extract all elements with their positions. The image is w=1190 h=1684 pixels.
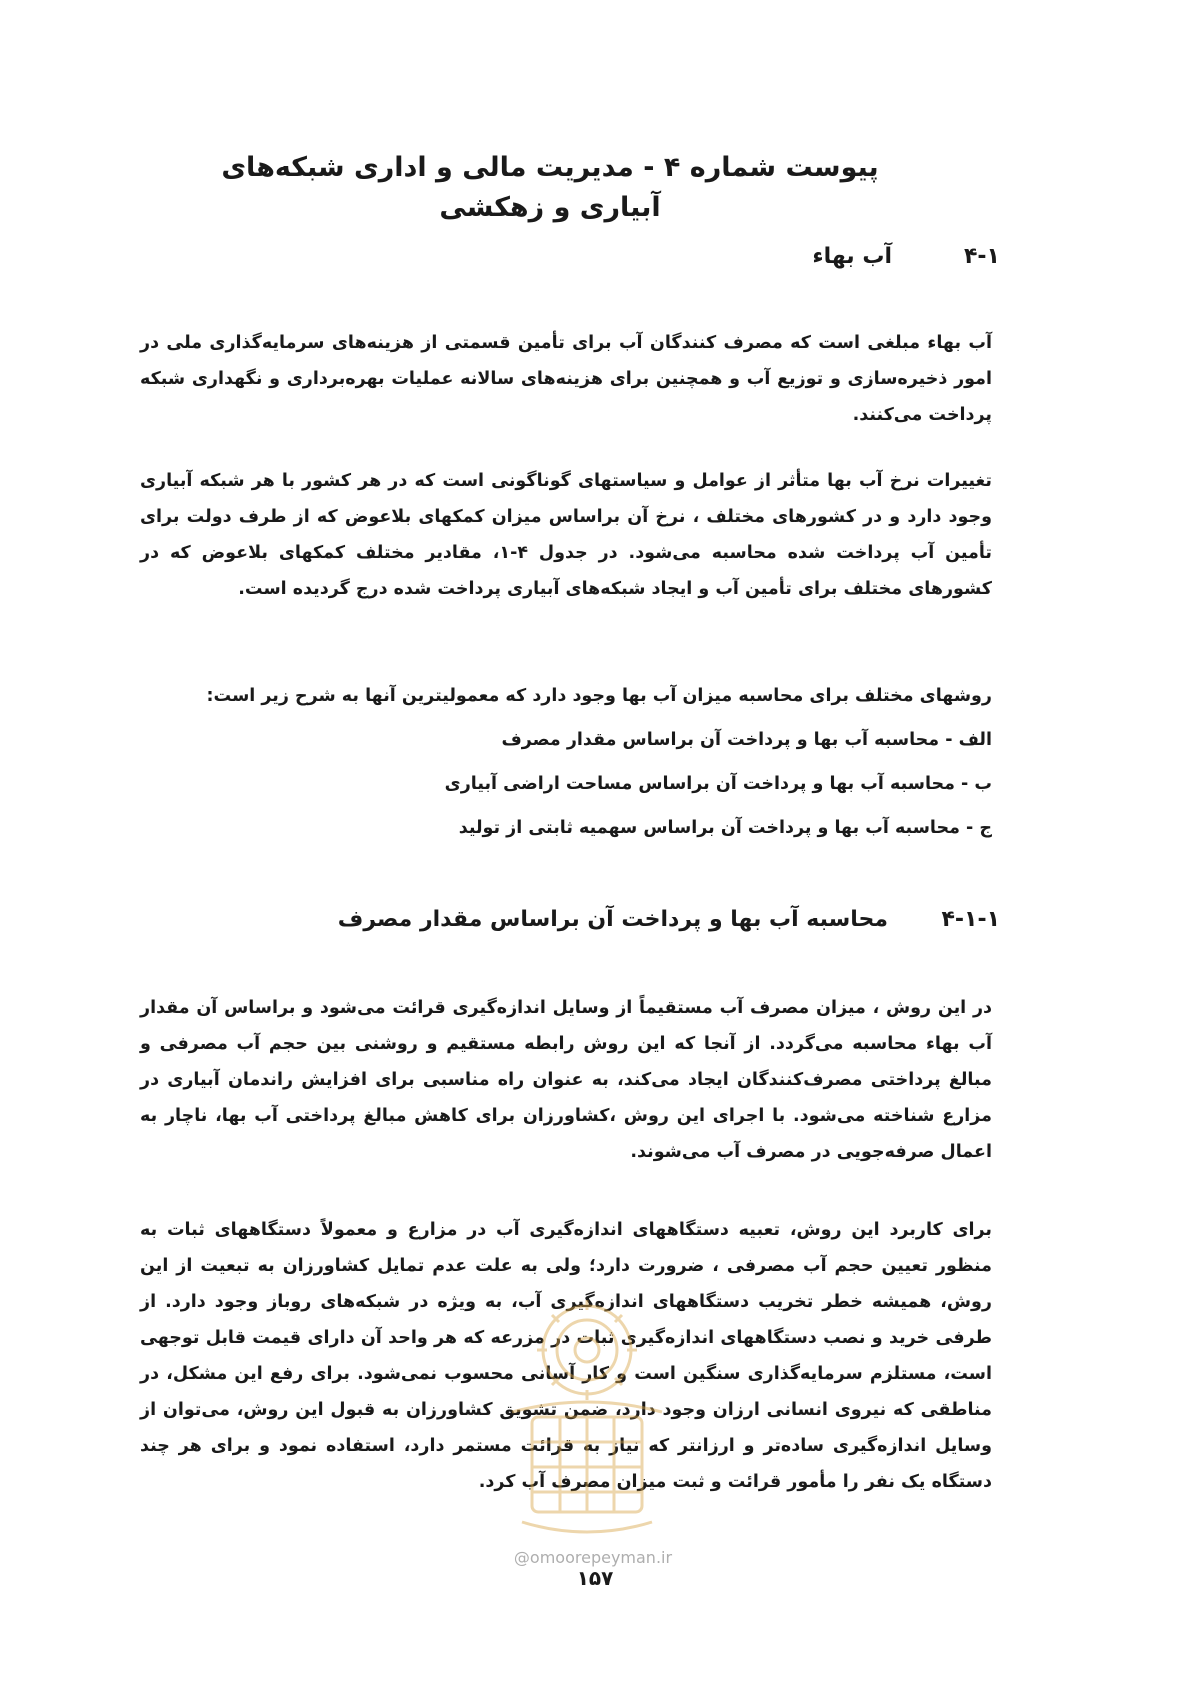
section-heading-water-fee xyxy=(300,237,1000,277)
section-title: آب بهاء xyxy=(812,244,892,269)
subsection-heading-volume-based xyxy=(300,900,1000,940)
watermark-url: @omoorepeyman.ir xyxy=(513,1548,673,1567)
subsection-number: ۴-۱-۱ xyxy=(941,907,1000,932)
page-number: ۱۵۷ xyxy=(576,1566,614,1590)
list-item: الف - محاسبه آب بها و پرداخت آن براساس مقدار مصرف xyxy=(501,730,992,750)
section-number: ۴-۱ xyxy=(964,244,1000,269)
paragraph-definition: آب بهاء مبلغی است که مصرف کنندگان آب برای تأمین قسمتی از هزینه‌های سرمایه‌گذاری ملی در امور ذخیره‌سازی و توزیع آب و همچنین برای هزینه‌های سالانه عملیات بهره‌برداری و نگهداری شبکه پرداخت می‌کنند. xyxy=(140,333,992,425)
list-item: ب - محاسبه آب بها و پرداخت آن براساس مساحت اراضی آبیاری xyxy=(444,774,992,794)
subsection-title: محاسبه آب بها و پرداخت آن براساس مقدار مصرف xyxy=(337,907,888,932)
paragraph-application: برای کاربرد این روش، تعبیه دستگاههای اندازه‌گیری آب در مزارع و معمولاً دستگاههای ثبات به منظور تعیین حجم آب مصرفی ، ضرورت دارد؛ ولی به علت عدم تمایل کشاورزان به تبعیت از این روش، همیشه خطر تخریب دستگاههای اندازه‌گیری آب، به ویژه در شبکه‌های روباز وجود دارد. از طرفی خرید و نصب دستگاههای اندازه‌گیری ثبات در مزرعه که هر واحد آن دارای قیمت قابل توجهی است، مستلزم سرمایه‌گذاری سنگین است و کار آسانی محسوب نمی‌شود. برای رفع این مشکل، در مناطقی که نیروی انسانی ارزان وجود دارد، ضمن تشویق کشاورزان به قبول این روش، می‌توان از وسایل اندازه‌گیری ساده‌تر و ارزانتر که نیاز به قرائت مستمر دارد، استفاده نمود و برای هر چند دستگاه یک نفر را مأمور قرائت و ثبت میزان مصرف آب کرد. xyxy=(140,1220,992,1492)
paragraph-volume-method: در این روش ، میزان مصرف آب مستقیماً از وسایل اندازه‌گیری قرائت می‌شود و براساس آن مقدار آب بهاء محاسبه می‌گردد. از آنجا که این روش رابطه مستقیم و روشنی بین حجم آب مصرفی و مبالغ پرداختی مصرف‌کنندگان ایجاد می‌کند، به عنوان راه مناسبی برای افزایش راندمان آبیاری در مزارع شناخته می‌شود. با اجرای این روش ،کشاورزان برای کاهش مبالغ پرداختی آب بها، ناچار به اعمال صرفه‌جویی در مصرف آب می‌شوند. xyxy=(140,998,992,1162)
paragraph-methods-intro: روشهای مختلف برای محاسبه میزان آب بها وجود دارد که معمولیترین آنها به شرح زیر است: xyxy=(206,686,992,706)
page-title: پیوست شماره ۴ - مدیریت مالی و اداری شبکه‌های آبیاری و زهکشی xyxy=(221,152,879,223)
paragraph-rate-changes: تغییرات نرخ آب بها متأثر از عوامل و سیاستهای گوناگونی است که در هر کشور با هر شبکه آبیاری وجود دارد و در کشورهای مختلف ، نرخ آن براساس میزان کمکهای بلاعوض که از طرف دولت برای تأمین آب پرداخت شده محاسبه می‌شود. در جدول ۴-۱، مقادیر مختلف کمکهای بلاعوض که در کشورهای مختلف برای تأمین آب و ایجاد شبکه‌های آبیاری پرداخت شده درج گردیده است. xyxy=(140,471,992,599)
list-item: ج - محاسبه آب بها و پرداخت آن براساس سهمیه ثابتی از تولید xyxy=(458,818,992,838)
